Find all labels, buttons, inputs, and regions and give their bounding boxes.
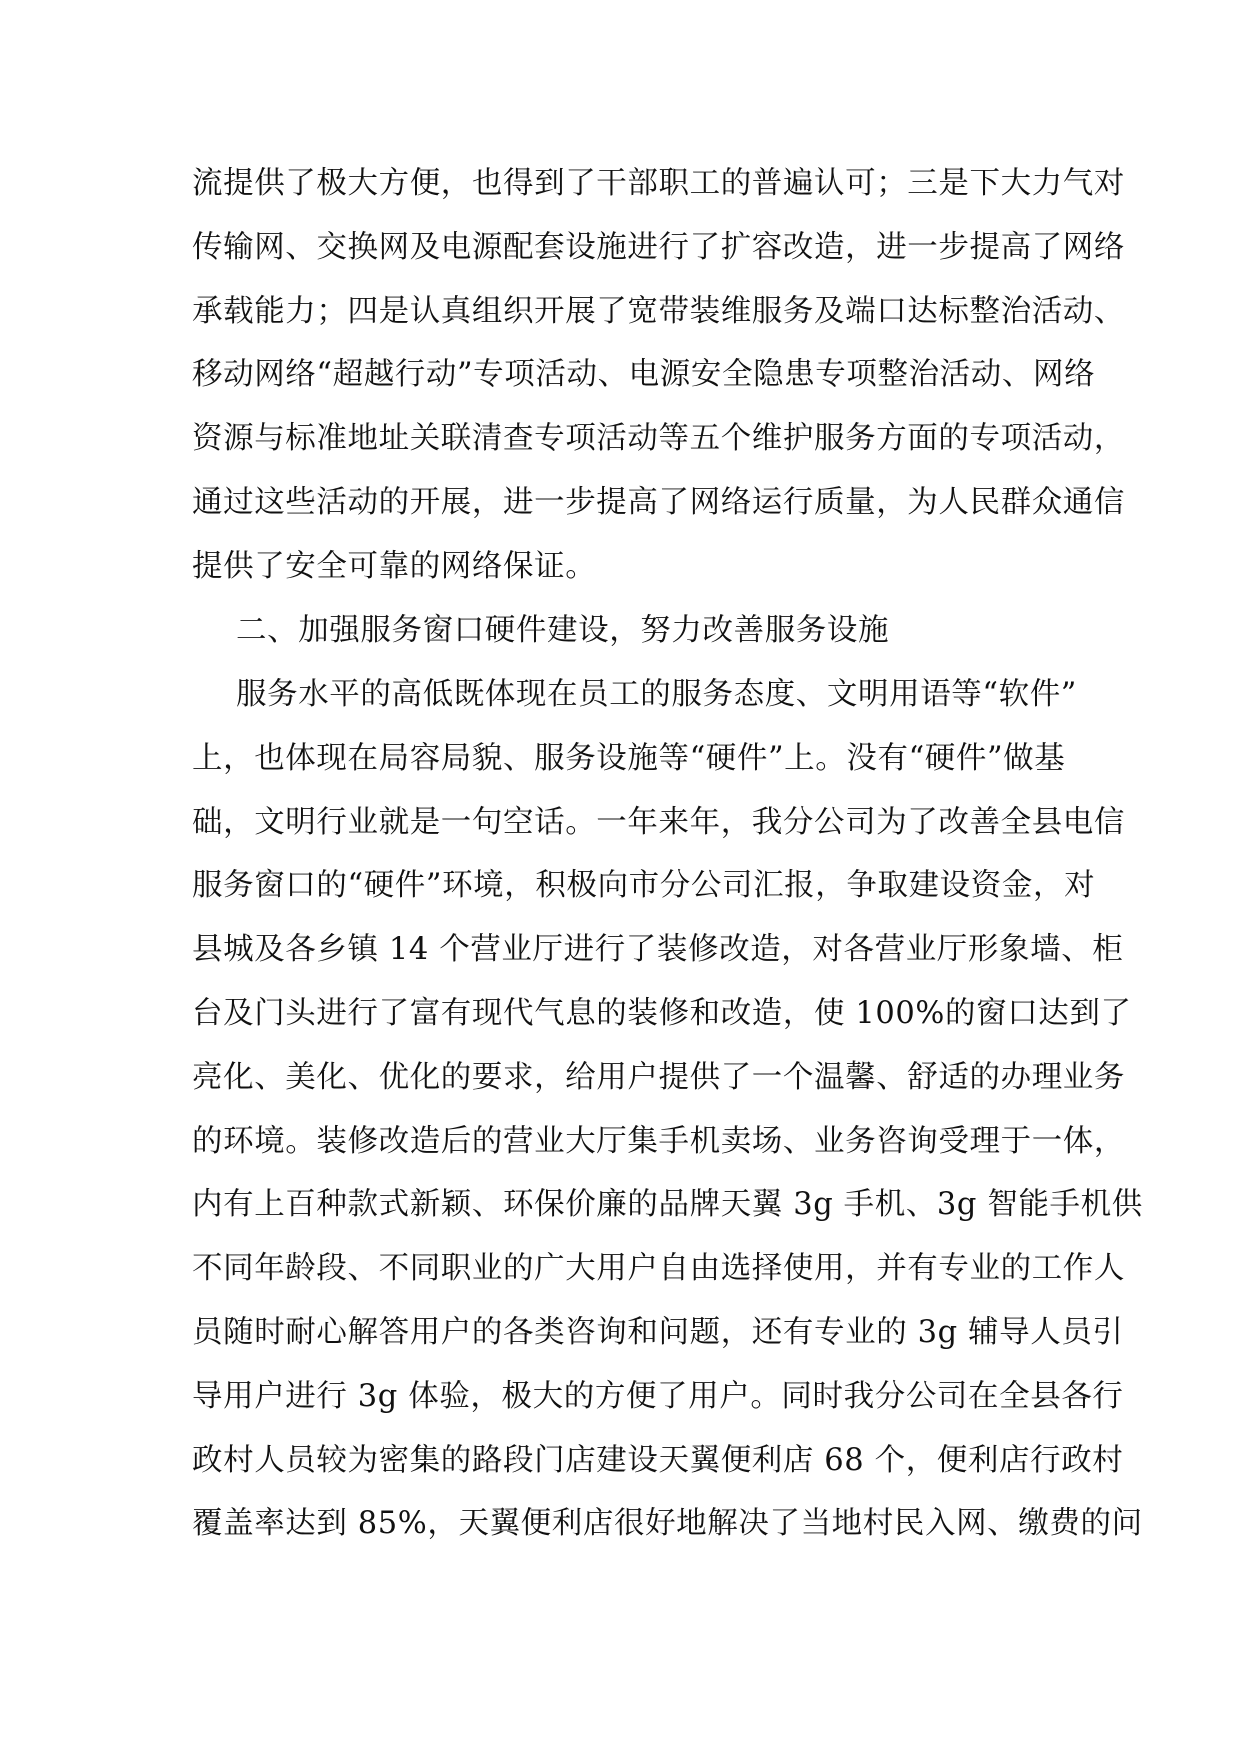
section-heading bbox=[192, 599, 1052, 663]
text-line: 亮化、美化、优化的要求，给用户提供了一个温馨、舒适的办理业务 bbox=[192, 1059, 1125, 1095]
paragraph-service-facilities bbox=[192, 663, 1143, 1556]
text-line: 传输网、交换网及电源配套设施进行了扩容改造，进一步提高了网络 bbox=[192, 229, 1125, 265]
text-line: 承载能力；四是认真组织开展了宽带装维服务及端口达标整治活动、 bbox=[192, 293, 1125, 329]
text-line: 上，也体现在局容局貌、服务设施等“硬件”上。没有“硬件”做基 bbox=[192, 740, 1066, 776]
text-line: 不同年龄段、不同职业的广大用户自由选择使用，并有专业的工作人 bbox=[192, 1251, 1125, 1287]
text-line: 移动网络“超越行动”专项活动、电源安全隐患专项整治活动、网络 bbox=[192, 357, 1096, 393]
text-line: 台及门头进行了富有现代气息的装修和改造，使 100%的窗口达到了 bbox=[192, 995, 1132, 1031]
text-line: 导用户进行 3g 体验，极大的方便了用户。同时我分公司在全县各行 bbox=[192, 1378, 1124, 1414]
text-line: 的环境。装修改造后的营业大厅集手机卖场、业务咨询受理于一体， bbox=[192, 1123, 1125, 1159]
text-line: 内有上百种款式新颖、环保价廉的品牌天翼 3g 手机、3g 智能手机供 bbox=[192, 1187, 1143, 1223]
text-line: 政村人员较为密集的路段门店建设天翼便利店 68 个，便利店行政村 bbox=[192, 1442, 1124, 1478]
text-line: 县城及各乡镇 14 个营业厅进行了装修改造，对各营业厅形象墙、柜 bbox=[192, 932, 1124, 968]
text-line: 服务水平的高低既体现在员工的服务态度、文明用语等“软件” bbox=[236, 677, 1077, 712]
text-line: 流提供了极大方便，也得到了干部职工的普遍认可；三是下大力气对 bbox=[192, 166, 1125, 201]
text-line: 员随时耐心解答用户的各类咨询和问题，还有专业的 3g 辅导人员引 bbox=[192, 1314, 1124, 1350]
paragraph-network-maintenance bbox=[192, 152, 1125, 599]
text-line: 提供了安全可靠的网络保证。 bbox=[192, 548, 597, 584]
text-line: 通过这些活动的开展，进一步提高了网络运行质量，为人民群众通信 bbox=[192, 484, 1125, 520]
text-line: 服务窗口的“硬件”环境，积极向市分公司汇报，争取建设资金，对 bbox=[192, 868, 1096, 904]
text-line: 础，文明行业就是一句空话。一年来年，我分公司为了改善全县电信 bbox=[192, 804, 1125, 840]
text-line: 资源与标准地址关联清查专项活动等五个维护服务方面的专项活动， bbox=[192, 421, 1125, 457]
section-heading-text: 二、加强服务窗口硬件建设，努力改善服务设施 bbox=[236, 613, 890, 648]
text-line: 覆盖率达到 85%，天翼便利店很好地解决了当地村民入网、缴费的问 bbox=[192, 1506, 1143, 1542]
